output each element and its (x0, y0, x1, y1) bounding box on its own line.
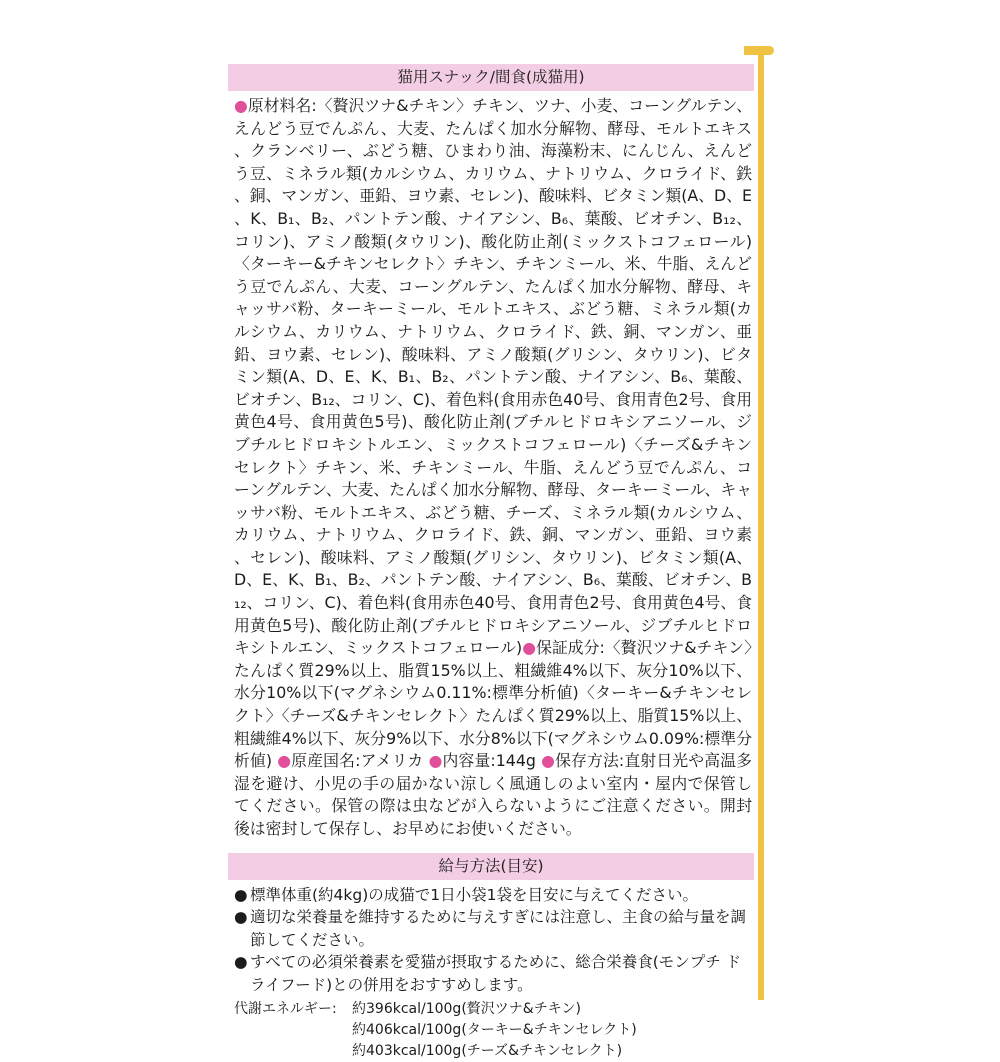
energy-label: 代謝エネルギー: (234, 1000, 337, 1017)
pink-bullet-icon: ● (277, 751, 292, 771)
pink-bullet-icon: ● (234, 96, 248, 115)
pink-bullet-icon: ● (541, 751, 556, 771)
feeding-list (228, 880, 754, 997)
content-text: 内容量:144g (442, 751, 536, 771)
energy-values (352, 999, 637, 1062)
energy-value: 約396kcal/100g(贅沢ツナ&チキン) (352, 1000, 582, 1017)
pink-bullet-icon: ● (522, 638, 537, 658)
feeding-header: 給与方法(目安) (228, 853, 754, 880)
product-info-text (228, 91, 754, 841)
energy-value: 約406kcal/100g(ターキー&チキンセレクト) (352, 1021, 637, 1038)
ingredients-text: 原材料名:〈贅沢ツナ&チキン〉チキン、ツナ、小麦、コーングルテン、えんどう豆でんぷん、大麦、たんぱく加水分解物、酵母、モルトエキス、クランベリー、ぶどう糖、ひまわり油、海藻粉末、にんじん、えんどう豆、ミネラル類(カルシウム、カリウム、ナトリウム、クロライド、鉄、銅、マンガン、亜鉛、ヨウ素、セレン)、酸味料、ビタミン類(A、D、E、K、B₁、B₂、パントテン酸、ナイアシン、B₆、葉酸、ビオチン、B₁₂、コリン)、アミノ酸類(タウリン)、酸化防止剤(ミックストコフェロール)〈ターキー&チキンセレクト〉チキン、チキンミール、米、牛脂、えんどう豆でんぷん、大麦、コーングルテン、たんぱく加水分解物、酵母、キャッサバ粉、ターキーミール、モルトエキス、ぶどう糖、ミネラル類(カルシウム、カリウム、ナトリウム、クロライド、鉄、銅、マンガン、亜鉛、ヨウ素、セレン)、酸味料、アミノ酸類(グリシン、タウリン)、ビタミン類(A、D、E、K、B₁、B₂、パントテン酸、ナイアシン、B₆、葉酸、ビオチン、B₁₂、コリン、C)、着色料(食用赤色40号、食用青色2号、食用黄色4号、食用黄色5号)、酸化防止剤(ブチルヒドロキシアニソール、ジブチルヒドロキシトルエン、ミックストコフェロール)〈チーズ&チキンセレクト〉チキン、米、チキンミール、牛脂、えんどう豆でんぷん、コーングルテン、大麦、たんぱく加水分解物、酵母、ターキーミール、キャッサバ粉、モルトエキス、ぶどう糖、チーズ、ミネラル類(カルシウム、カリウム、ナトリウム、クロライド、鉄、銅、マンガン、亜鉛、ヨウ素、セレン)、酸味料、アミノ酸類(グリシン、タウリン)、ビタミン類(A、D、E、K、B₁、B₂、パントテン酸、ナイアシン、B₆、葉酸、ビオチン、B₁₂、コリン、C)、着色料(食用赤色40号、食用青色2号、食用黄色4号、食用黄色5号)、酸化防止剤(ブチルヒドロキシアニソール、ジブチルヒドロキシトルエン、ミックストコフェロール) (234, 96, 752, 658)
black-bullet-icon: ● (234, 908, 248, 927)
pink-bullet-icon: ● (428, 751, 443, 771)
edge-decoration-line (758, 50, 764, 1000)
guarantee-text: 保証成分:〈贅沢ツナ&チキン〉たんぱく質29%以上、脂質15%以上、粗繊維4%以下、灰分10%以下、水分10%以下(マグネシウム0.11%:標準分析値)〈ターキー&チキンセレクト〉〈チーズ&チキンセレクト〉たんぱく質29%以上、脂質15%以上、粗繊維4%以下、灰分9%以下、水分8%以下(マグネシウム0.09%:標準分析値) (234, 638, 752, 771)
black-bullet-icon: ● (234, 953, 248, 972)
feeding-item: ● すべての必須栄養素を愛猫が摂取するために、総合栄養食(モンプチ ドライフード)との併用をおすすめします。 (228, 951, 754, 996)
feeding-item: ● 適切な栄養量を維持するために与えすぎには注意し、主食の給与量を調節してください。 (228, 906, 754, 951)
storage-text: 保存方法:直射日光や高温多湿を避け、小児の手の届かない涼しく風通しのよい室内・屋内で保管してください。保管の際は虫などが入らないようにご注意ください。開封後は密封して保存し、お早めにお使いください。 (234, 751, 752, 838)
snack-header: 猫用スナック/間食(成猫用) (228, 64, 754, 91)
black-bullet-icon: ● (234, 885, 248, 904)
energy-block (228, 997, 754, 1062)
origin-text: 原産国名:アメリカ (291, 751, 424, 771)
energy-value: 約403kcal/100g(チーズ&チキンセレクト) (352, 1042, 623, 1059)
feeding-item: ● 標準体重(約4kg)の成猫で1日小袋1袋を目安に与えてください。 (228, 884, 754, 907)
label-panel (228, 64, 754, 1062)
